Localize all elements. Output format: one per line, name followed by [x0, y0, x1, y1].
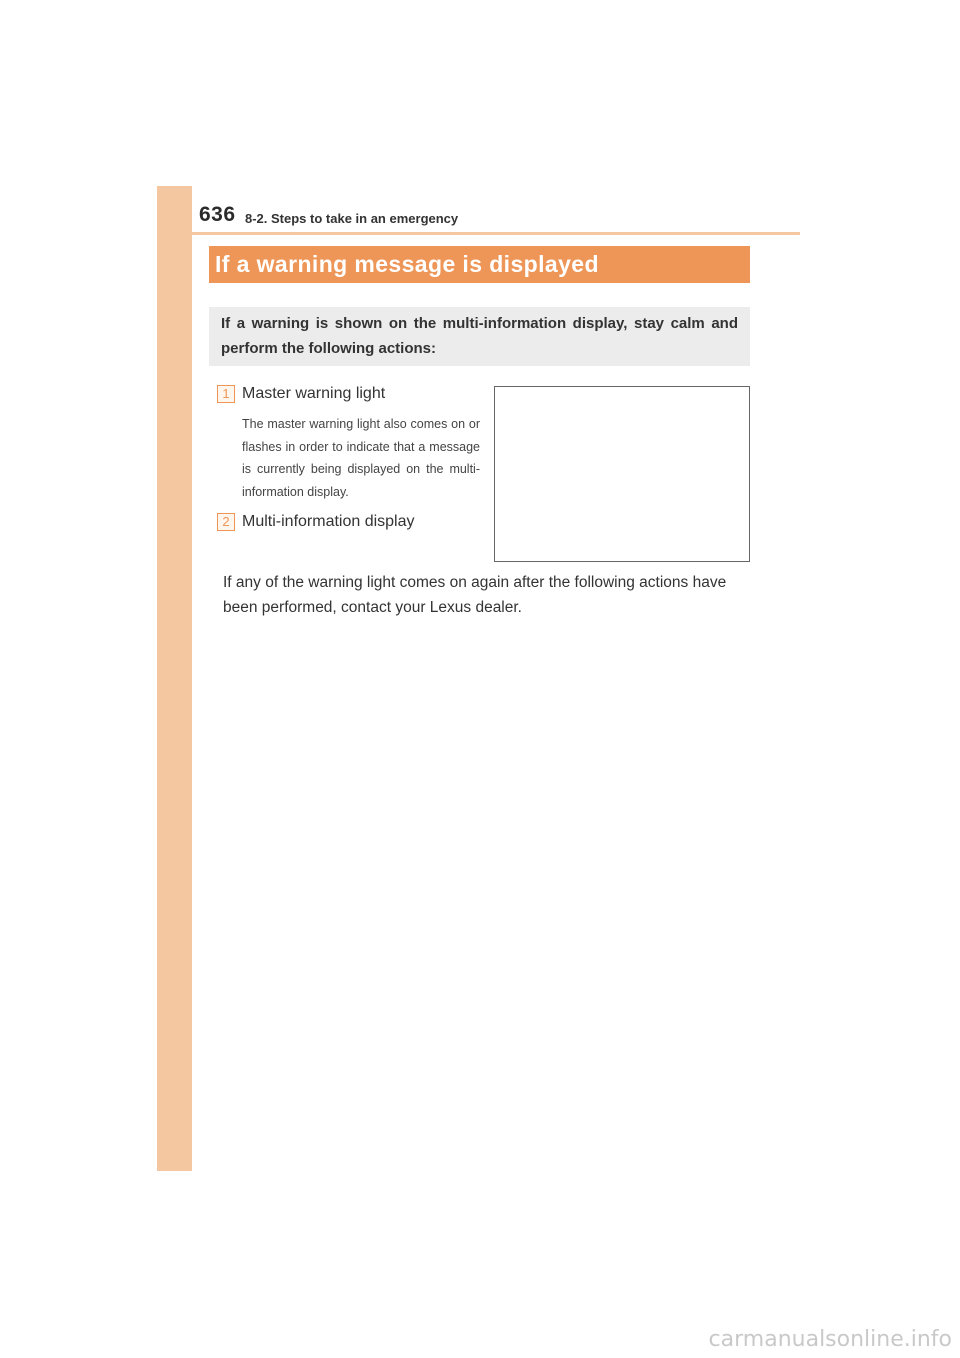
note-text: If any of the warning light comes on again after the following actions have been performed, contact your Lexus dealer. — [223, 574, 727, 616]
section-title: 8-2. Steps to take in an emergency — [245, 211, 459, 226]
item-number-badge: 2 — [217, 513, 235, 531]
watermark: carmanualsonline.info — [708, 1327, 952, 1352]
header-rule — [157, 232, 800, 235]
chapter-side-tab — [157, 186, 192, 1171]
item-label: Master warning light — [242, 385, 386, 402]
illustration-frame — [494, 386, 750, 562]
page-number: 636 — [199, 203, 236, 226]
page-header — [157, 200, 800, 236]
intro-box: If a warning is shown on the multi-information display, stay calm and perform the following actions: — [209, 307, 750, 366]
item-label: Multi-information display — [242, 513, 415, 530]
item-number-badge: 1 — [217, 385, 235, 403]
item-description: The master warning light also comes on or flashes in order to indicate that a message is currently being displayed on the multi-information display. — [242, 417, 480, 499]
page-title: If a warning message is displayed — [209, 246, 750, 283]
